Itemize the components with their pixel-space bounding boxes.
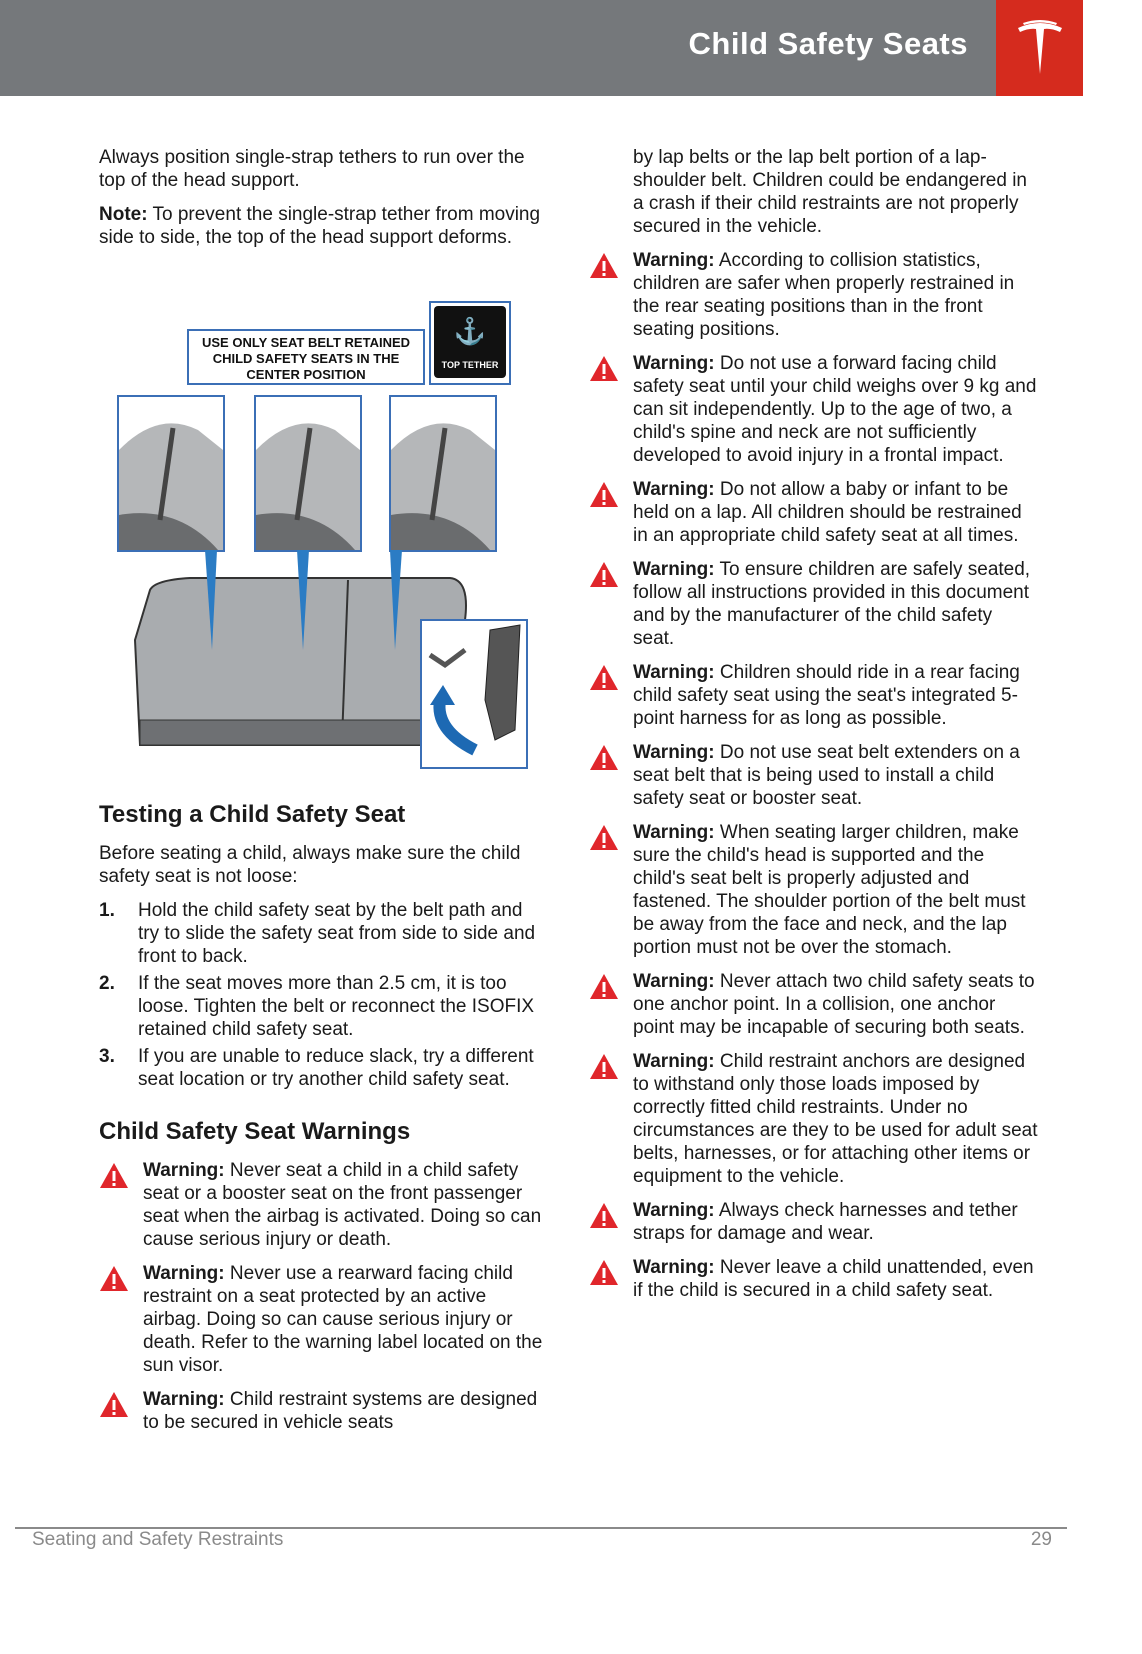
step-number: 2. <box>99 973 115 994</box>
step-item <box>99 972 544 1041</box>
headrest-detail-panel <box>255 396 361 551</box>
warning-icon <box>99 1391 129 1418</box>
step-text: If the seat moves more than 2.5 cm, it is too loose. Tighten the belt or reconnect the ISOFIX retained child safety seat. <box>138 973 535 1040</box>
warning-label: Warning: <box>633 662 715 683</box>
warning-icon <box>99 1162 129 1189</box>
warning-label: Warning: <box>633 479 715 500</box>
warning-label: Warning: <box>633 1257 715 1278</box>
child-seat-figure <box>110 300 535 775</box>
step-number: 3. <box>99 1046 115 1067</box>
warning-item <box>99 1388 544 1434</box>
warning-item <box>633 478 1038 547</box>
warning-label: Warning: <box>143 1160 225 1181</box>
warning-item <box>633 821 1038 959</box>
warning-text: Children should ride in a rear facing child safety seat using the seat's integrated 5-point harness for as long as possible. <box>633 662 1020 729</box>
warning-icon <box>589 252 619 279</box>
warning-text: To ensure children are safely seated, follow all instructions provided in this document and by the manufacturer of the child safety seat. <box>633 559 1031 649</box>
warning-icon <box>99 1265 129 1292</box>
warning-label: Warning: <box>633 822 715 843</box>
warning-icon <box>589 481 619 508</box>
warning-label: Warning: <box>633 742 715 763</box>
step-item <box>99 1045 544 1091</box>
page-header <box>0 0 1083 96</box>
warning-text: Do not use a forward facing child safety seat until your child weighs over 9 kg and can sit independently. Up to the age of two, a child's spine and neck are not sufficiently developed to avoid injury in a frontal impact. <box>633 353 1037 466</box>
headrest-detail-panel <box>118 396 224 551</box>
warning-icon <box>589 824 619 851</box>
warning-label: Warning: <box>143 1389 225 1410</box>
warning-icon <box>589 1202 619 1229</box>
svg-text:TOP TETHER: TOP TETHER <box>441 360 499 370</box>
warning-text: Never use a rearward facing child restraint on a seat protected by an active airbag. Doing so can cause serious injury or death. Refer to the warning label located on the sun visor. <box>143 1263 543 1376</box>
note-text: To prevent the single-strap tether from moving side to side, the top of the head support deforms. <box>99 204 541 248</box>
warning-label: Warning: <box>633 1200 715 1221</box>
warning-label: Warning: <box>633 971 715 992</box>
warning-text: Always check harnesses and tether straps for damage and wear. <box>633 1200 1018 1244</box>
note-label: Note: <box>99 204 148 225</box>
warning-item <box>99 1262 544 1377</box>
warning-icon <box>589 664 619 691</box>
page-number: 29 <box>1030 1529 1052 1550</box>
rear-seat-tether-illustration <box>110 300 535 775</box>
warning-text: When seating larger children, make sure the child's head is supported and the child's seat belt is properly adjusted and fastened. The shoulder portion of the belt must be away from the face and neck, and the lap portion must not be over the stomach. <box>633 822 1026 958</box>
warning-text: Never attach two child safety seats to one anchor point. In a collision, one anchor point may be incapable of securing both seats. <box>633 971 1035 1038</box>
step-number: 1. <box>99 900 115 921</box>
warning-text: Do not use seat belt extenders on a seat belt that is being used to install a child safety seat or booster seat. <box>633 742 1020 809</box>
step-text: Hold the child safety seat by the belt path and try to slide the safety seat from side to side and front to back. <box>138 900 536 967</box>
warning-text: Never leave a child unattended, even if the child is secured in a child safety seat. <box>633 1257 1034 1301</box>
warning-item <box>633 352 1038 467</box>
warning-text: Do not allow a baby or infant to be held on a lap. All children should be restrained in an appropriate child safety seat at all times. <box>633 479 1022 546</box>
section-heading-testing: Testing a Child Safety Seat <box>99 801 406 828</box>
warning-item <box>633 1050 1038 1188</box>
warning-item <box>633 249 1038 341</box>
warning-text: Child restraint anchors are designed to withstand only those loads imposed by correctly fitted child restraints. Under no circumstances are they to be used for adult seat belts, harnesses, or for attaching other items or equipment to the vehicle. <box>633 1051 1038 1187</box>
svg-text:CENTER POSITION: CENTER POSITION <box>246 367 366 382</box>
intro-paragraph: Always position single-strap tethers to run over the top of the head support. <box>99 147 525 191</box>
warning-label: Warning: <box>633 559 715 580</box>
tesla-logo-icon <box>1015 20 1065 76</box>
warning-item <box>633 558 1038 650</box>
warning-text: Child restraint systems are designed to be secured in vehicle seats <box>143 1389 538 1433</box>
warning-item <box>633 661 1038 730</box>
warning-icon <box>589 1053 619 1080</box>
note-paragraph <box>99 203 544 249</box>
warning-item <box>633 1199 1038 1245</box>
testing-intro: Before seating a child, always make sure the child safety seat is not loose: <box>99 843 521 887</box>
continued-paragraph: by lap belts or the lap belt portion of a lap-shoulder belt. Children could be endangered in a crash if their child restraints are not properly secured in the vehicle. <box>633 147 1027 237</box>
warning-label: Warning: <box>633 353 715 374</box>
section-heading-warnings: Child Safety Seat Warnings <box>99 1118 411 1145</box>
warning-icon <box>589 744 619 771</box>
page-title: Child Safety Seats <box>688 26 968 61</box>
warning-item <box>633 741 1038 810</box>
warning-text: Never seat a child in a child safety seat or a booster seat on the front passenger seat when the airbag is activated. Doing so can cause serious injury or death. <box>143 1160 542 1250</box>
footer-section-title: Seating and Safety Restraints <box>32 1529 284 1550</box>
warning-icon <box>589 1259 619 1286</box>
warning-item <box>99 1159 544 1251</box>
svg-text:CHILD SAFETY SEATS IN THE: CHILD SAFETY SEATS IN THE <box>212 351 400 366</box>
step-text: If you are unable to reduce slack, try a different seat location or try another child safety seat. <box>138 1046 534 1090</box>
right-column <box>633 146 1038 1313</box>
warning-item <box>633 970 1038 1039</box>
warning-item <box>633 1256 1038 1302</box>
warning-label: Warning: <box>633 1051 715 1072</box>
headrest-detail-panel <box>390 396 496 551</box>
svg-text:USE ONLY SEAT BELT RETAINED: USE ONLY SEAT BELT RETAINED <box>201 335 411 350</box>
warning-label: Warning: <box>633 250 715 271</box>
warning-text: According to collision statistics, children are safer when properly restrained in the rear seating positions than in the front seating positions. <box>633 250 1015 340</box>
warning-label: Warning: <box>143 1263 225 1284</box>
warning-icon <box>589 355 619 382</box>
warning-icon <box>589 561 619 588</box>
tesla-logo <box>996 0 1083 96</box>
svg-text:⚓: ⚓ <box>453 316 487 346</box>
warning-icon <box>589 973 619 1000</box>
step-item <box>99 899 544 968</box>
